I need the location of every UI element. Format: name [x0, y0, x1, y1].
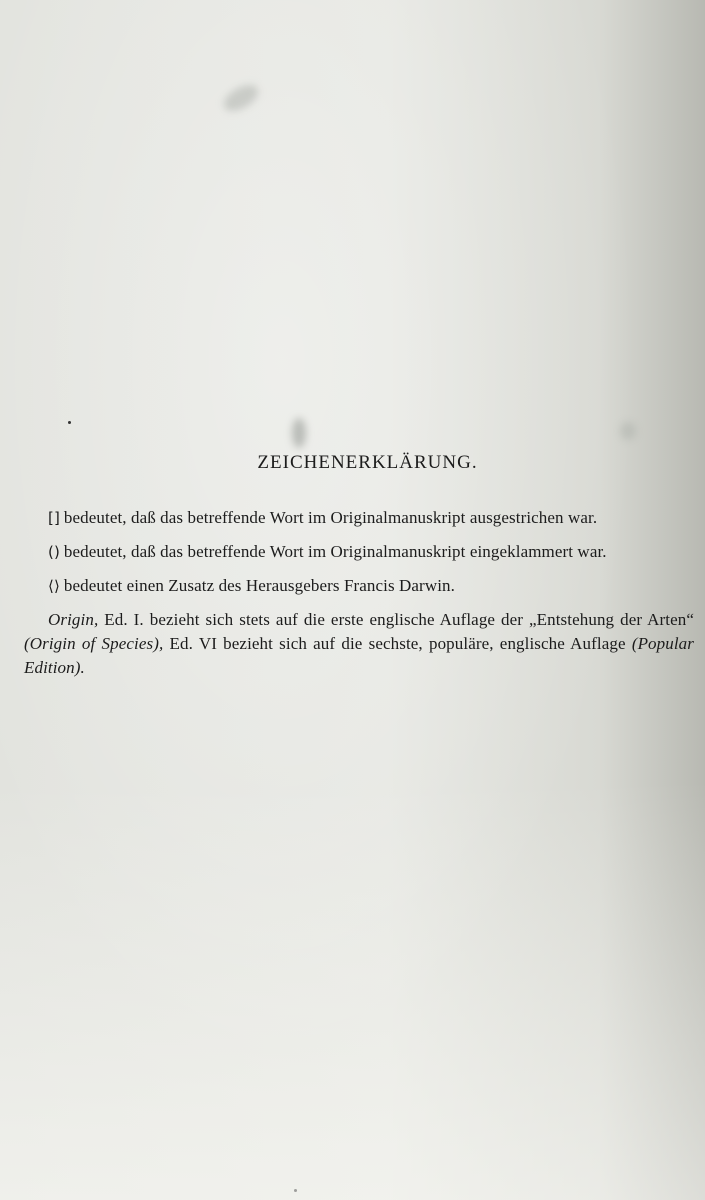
- origin-of-species-title: (Origin of Species),: [24, 634, 164, 653]
- origin-text-part2: Ed. VI bezieht sich auf die sechste, populäre, englische Auflage: [163, 634, 632, 653]
- parentheses-symbol: (): [48, 543, 60, 561]
- popular-edition-title: (Popular Edition).: [24, 634, 694, 677]
- legend-entry-text: bedeutet, daß das betreffende Wort im Originalmanuskript eingeklammert war.: [63, 542, 607, 561]
- legend-entry-angle-brackets: [24, 574, 694, 598]
- legend-entry-text: bedeutet, daß das betreffende Wort im Originalmanuskript ausgestrichen war.: [63, 508, 598, 527]
- legend-entry-brackets: [24, 506, 694, 530]
- page-heading: ZEICHENERKLÄRUNG.: [257, 452, 478, 473]
- legend-entry-parentheses: [24, 540, 694, 564]
- legend-entry-text: bedeutet einen Zusatz des Herausgebers Francis Darwin.: [63, 576, 455, 595]
- square-brackets-symbol: []: [48, 509, 60, 527]
- ink-speck: [68, 421, 71, 424]
- paper-smudge: [292, 418, 306, 448]
- paper-smudge: [620, 422, 636, 440]
- symbol-legend: [24, 506, 694, 690]
- paper-smudge: [220, 80, 263, 116]
- legend-entry-origin: [24, 608, 694, 680]
- angle-brackets-symbol: ⟨⟩: [48, 577, 60, 595]
- ink-speck: [294, 1189, 297, 1192]
- origin-text-part1: Ed. I. bezieht sich stets auf die erste englische Auflage der „Entstehung der Arten“: [98, 610, 694, 629]
- origin-label: Origin,: [48, 610, 99, 629]
